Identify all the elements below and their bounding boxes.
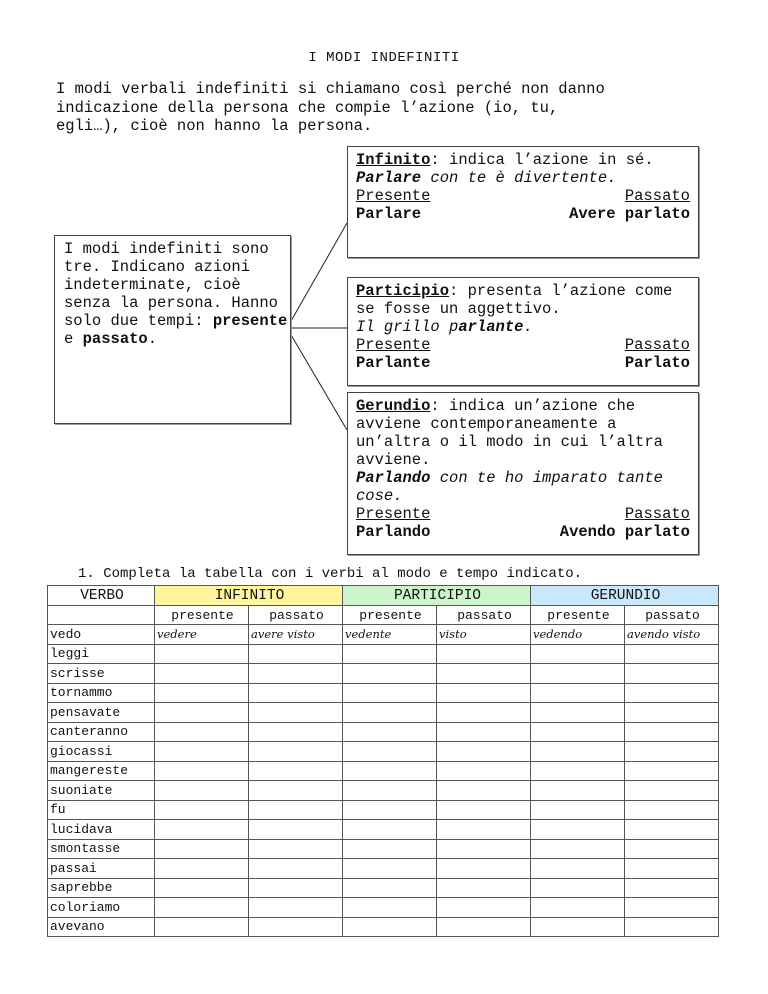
table-row	[48, 781, 719, 801]
participio-present-cell[interactable]	[343, 781, 437, 801]
table-row	[48, 859, 719, 879]
gerundio-present-cell[interactable]	[531, 664, 625, 684]
verb-cell: tornammo	[48, 683, 155, 703]
gerundio-present-cell[interactable]	[531, 683, 625, 703]
infinito-present-cell[interactable]	[155, 761, 249, 781]
participio-past-cell[interactable]	[437, 917, 531, 937]
participio-past-cell[interactable]	[437, 761, 531, 781]
participio-example-end: .	[523, 318, 533, 336]
group-header-gerundio: GERUNDIO	[531, 586, 719, 606]
participio-box	[347, 277, 699, 386]
gerundio-present-cell[interactable]	[531, 722, 625, 742]
table-subheader-row	[48, 606, 719, 625]
gerundio-present-cell[interactable]	[531, 917, 625, 937]
participio-past-cell[interactable]	[437, 703, 531, 723]
intro-paragraph: I modi verbali indefiniti si chiamano così perché non danno indicazione della persona che compie l’azione (io, tu, egli…), cioè non hanno la persona.	[56, 80, 605, 135]
summary-bold-present: presente	[212, 312, 288, 330]
infinito-present-cell[interactable]	[155, 664, 249, 684]
participio-past-cell[interactable]	[437, 839, 531, 859]
gerundio-past-cell[interactable]	[625, 878, 719, 898]
infinito-past-cell[interactable]	[249, 722, 343, 742]
gerundio-example	[356, 469, 698, 505]
gerundio-tense-labels	[356, 505, 690, 523]
infinito-past-cell[interactable]: avere visto	[249, 625, 343, 645]
gerundio-past-cell[interactable]	[625, 742, 719, 762]
verb-cell: mangereste	[48, 761, 155, 781]
infinito-past-value: Avere parlato	[569, 205, 690, 223]
verb-cell: coloriamo	[48, 898, 155, 918]
infinito-past-subheader: passato	[249, 606, 343, 625]
gerundio-example-bold: Parlando	[356, 469, 431, 487]
participio-present-cell[interactable]	[343, 683, 437, 703]
gerundio-past-cell[interactable]	[625, 917, 719, 937]
infinito-example-bold: Parlare	[356, 169, 422, 187]
verb-cell: giocassi	[48, 742, 155, 762]
verb-table	[47, 585, 719, 937]
participio-present-cell[interactable]	[343, 644, 437, 664]
infinito-def-text: : indica l’azione in sé.	[430, 151, 654, 169]
infinito-present-cell[interactable]	[155, 644, 249, 664]
infinito-definition	[356, 151, 698, 169]
infinito-past-cell[interactable]	[249, 878, 343, 898]
verb-cell: suoniate	[48, 781, 155, 801]
gerundio-past-cell[interactable]	[625, 761, 719, 781]
gerundio-past-cell[interactable]	[625, 683, 719, 703]
table-row	[48, 917, 719, 937]
participio-def-text: : presenta l’azione come se fosse un aggettivo.	[356, 282, 673, 318]
gerundio-present-cell[interactable]	[531, 878, 625, 898]
participio-present-cell[interactable]	[343, 722, 437, 742]
infinito-present-cell[interactable]	[155, 859, 249, 879]
gerundio-present-value: Parlando	[356, 523, 431, 541]
gerundio-past-cell[interactable]	[625, 820, 719, 840]
infinito-present-cell[interactable]	[155, 878, 249, 898]
infinito-past-cell[interactable]	[249, 781, 343, 801]
table-row	[48, 683, 719, 703]
infinito-present-cell[interactable]	[155, 917, 249, 937]
table-group-header-row	[48, 586, 719, 606]
table-row	[48, 625, 719, 645]
participio-present-cell[interactable]	[343, 664, 437, 684]
gerundio-example-text: con te ho imparato tante cose.	[356, 469, 663, 505]
infinito-tense-labels	[356, 187, 690, 205]
verb-cell: fu	[48, 800, 155, 820]
gerundio-present-cell[interactable]	[531, 859, 625, 879]
empty-subheader	[48, 606, 155, 625]
infinito-past-cell[interactable]	[249, 917, 343, 937]
participio-present-cell[interactable]	[343, 839, 437, 859]
verb-cell: passai	[48, 859, 155, 879]
table-row	[48, 839, 719, 859]
connector-line-gerundio	[287, 328, 347, 430]
participio-past-cell[interactable]	[437, 820, 531, 840]
gerundio-tense-values	[356, 523, 690, 541]
participio-past-cell[interactable]	[437, 644, 531, 664]
infinito-present-cell[interactable]: vedere	[155, 625, 249, 645]
gerundio-present-subheader: presente	[531, 606, 625, 625]
participio-present-cell[interactable]	[343, 761, 437, 781]
infinito-present-cell[interactable]	[155, 742, 249, 762]
participio-present-cell[interactable]	[343, 800, 437, 820]
gerundio-present-cell[interactable]	[531, 703, 625, 723]
gerundio-past-cell[interactable]	[625, 664, 719, 684]
summary-box	[54, 235, 291, 424]
verb-cell: pensavate	[48, 703, 155, 723]
summary-text-3: .	[147, 330, 158, 348]
participio-past-label: Passato	[624, 336, 690, 354]
infinito-present-cell[interactable]	[155, 800, 249, 820]
infinito-present-cell[interactable]	[155, 683, 249, 703]
infinito-past-cell[interactable]	[249, 800, 343, 820]
infinito-present-cell[interactable]	[155, 703, 249, 723]
gerundio-past-value: Avendo parlato	[559, 523, 690, 541]
verb-cell: vedo	[48, 625, 155, 645]
table-row	[48, 800, 719, 820]
infinito-past-cell[interactable]	[249, 898, 343, 918]
table-row	[48, 820, 719, 840]
gerundio-past-cell[interactable]	[625, 839, 719, 859]
gerundio-present-cell[interactable]	[531, 820, 625, 840]
participio-term: Participio	[356, 282, 450, 300]
gerundio-present-cell[interactable]	[531, 781, 625, 801]
infinito-box	[347, 146, 699, 258]
table-row	[48, 878, 719, 898]
table-row	[48, 761, 719, 781]
infinito-present-subheader: presente	[155, 606, 249, 625]
participio-definition	[356, 282, 698, 318]
participio-present-value: Parlante	[356, 354, 431, 372]
gerundio-past-cell[interactable]	[625, 898, 719, 918]
participio-past-cell[interactable]	[437, 800, 531, 820]
gerundio-def-text: : indica un’azione che avviene contemporaneamente a un’altra o il modo in cui l’altra avviene.	[356, 397, 663, 469]
gerundio-present-cell[interactable]	[531, 800, 625, 820]
infinito-present-cell[interactable]	[155, 722, 249, 742]
participio-past-cell[interactable]	[437, 878, 531, 898]
gerundio-past-cell[interactable]	[625, 781, 719, 801]
gerundio-past-cell[interactable]	[625, 644, 719, 664]
verb-cell: avevano	[48, 917, 155, 937]
participio-example	[356, 318, 698, 336]
participio-past-cell[interactable]	[437, 898, 531, 918]
infinito-past-cell[interactable]	[249, 839, 343, 859]
summary-text-1: I modi indefiniti sono tre. Indicano azioni indeterminate, cioè senza la persona. Hanno solo due tempi:	[64, 240, 278, 330]
infinito-present-cell[interactable]	[155, 839, 249, 859]
verb-cell: scrisse	[48, 664, 155, 684]
gerundio-past-cell[interactable]	[625, 859, 719, 879]
infinito-past-cell[interactable]	[249, 683, 343, 703]
verb-cell: canteranno	[48, 722, 155, 742]
gerundio-past-cell[interactable]: avendo visto	[625, 625, 719, 645]
participio-past-cell[interactable]	[437, 664, 531, 684]
participio-present-cell[interactable]	[343, 820, 437, 840]
infinito-term: Infinito	[356, 151, 431, 169]
table-row	[48, 703, 719, 723]
infinito-past-cell[interactable]	[249, 820, 343, 840]
gerundio-past-label: Passato	[624, 505, 690, 523]
infinito-example	[356, 169, 698, 187]
participio-present-cell[interactable]	[343, 898, 437, 918]
participio-present-cell[interactable]	[343, 878, 437, 898]
page-title: I MODI INDEFINITI	[308, 50, 460, 66]
participio-tense-values	[356, 354, 690, 372]
gerundio-present-cell[interactable]	[531, 742, 625, 762]
participio-present-cell[interactable]: vedente	[343, 625, 437, 645]
infinito-present-value: Parlare	[356, 205, 422, 223]
infinito-past-label: Passato	[624, 187, 690, 205]
group-header-participio: PARTICIPIO	[343, 586, 531, 606]
exercise-instruction: 1. Completa la tabella con i verbi al modo e tempo indicato.	[78, 566, 583, 582]
verb-cell: leggi	[48, 644, 155, 664]
participio-present-subheader: presente	[343, 606, 437, 625]
infinito-past-cell[interactable]	[249, 703, 343, 723]
infinito-present-cell[interactable]	[155, 781, 249, 801]
participio-example-bold: arlante	[458, 318, 524, 336]
verb-column-header: VERBO	[48, 586, 155, 606]
participio-past-cell[interactable]	[437, 859, 531, 879]
participio-tense-labels	[356, 336, 690, 354]
infinito-past-cell[interactable]	[249, 742, 343, 762]
verb-table-body	[48, 625, 719, 937]
gerundio-present-cell[interactable]	[531, 644, 625, 664]
gerundio-present-cell[interactable]	[531, 839, 625, 859]
participio-present-cell[interactable]	[343, 859, 437, 879]
summary-text-2: e	[64, 330, 83, 348]
participio-present-label: Presente	[356, 336, 431, 354]
infinito-tense-values	[356, 205, 690, 223]
group-header-infinito: INFINITO	[155, 586, 343, 606]
participio-past-cell[interactable]: visto	[437, 625, 531, 645]
infinito-example-text: con te è divertente.	[421, 169, 617, 187]
verb-cell: saprebbe	[48, 878, 155, 898]
summary-bold-past: passato	[82, 330, 148, 348]
infinito-present-cell[interactable]	[155, 898, 249, 918]
verb-cell: lucidava	[48, 820, 155, 840]
gerundio-present-cell[interactable]: vedendo	[531, 625, 625, 645]
participio-past-cell[interactable]	[437, 742, 531, 762]
gerundio-past-cell[interactable]	[625, 800, 719, 820]
participio-present-cell[interactable]	[343, 742, 437, 762]
table-row	[48, 898, 719, 918]
connector-line-infinito	[287, 223, 347, 328]
table-row	[48, 664, 719, 684]
participio-past-cell[interactable]	[437, 781, 531, 801]
gerundio-box	[347, 392, 699, 555]
gerundio-present-cell[interactable]	[531, 761, 625, 781]
gerundio-definition	[356, 397, 698, 469]
participio-past-subheader: passato	[437, 606, 531, 625]
infinito-past-cell[interactable]	[249, 761, 343, 781]
participio-present-cell[interactable]	[343, 703, 437, 723]
gerundio-present-label: Presente	[356, 505, 431, 523]
gerundio-past-cell[interactable]	[625, 703, 719, 723]
table-row	[48, 644, 719, 664]
infinito-past-cell[interactable]	[249, 644, 343, 664]
participio-present-cell[interactable]	[343, 917, 437, 937]
participio-past-cell[interactable]	[437, 722, 531, 742]
gerundio-term: Gerundio	[356, 397, 431, 415]
participio-past-cell[interactable]	[437, 683, 531, 703]
table-row	[48, 742, 719, 762]
gerundio-past-cell[interactable]	[625, 722, 719, 742]
gerundio-past-subheader: passato	[625, 606, 719, 625]
table-row	[48, 722, 719, 742]
participio-example-start: Il grillo p	[356, 318, 459, 336]
infinito-present-label: Presente	[356, 187, 431, 205]
participio-past-value: Parlato	[624, 354, 690, 372]
infinito-past-cell[interactable]	[249, 859, 343, 879]
gerundio-present-cell[interactable]	[531, 898, 625, 918]
infinito-past-cell[interactable]	[249, 664, 343, 684]
verb-cell: smontasse	[48, 839, 155, 859]
infinito-present-cell[interactable]	[155, 820, 249, 840]
